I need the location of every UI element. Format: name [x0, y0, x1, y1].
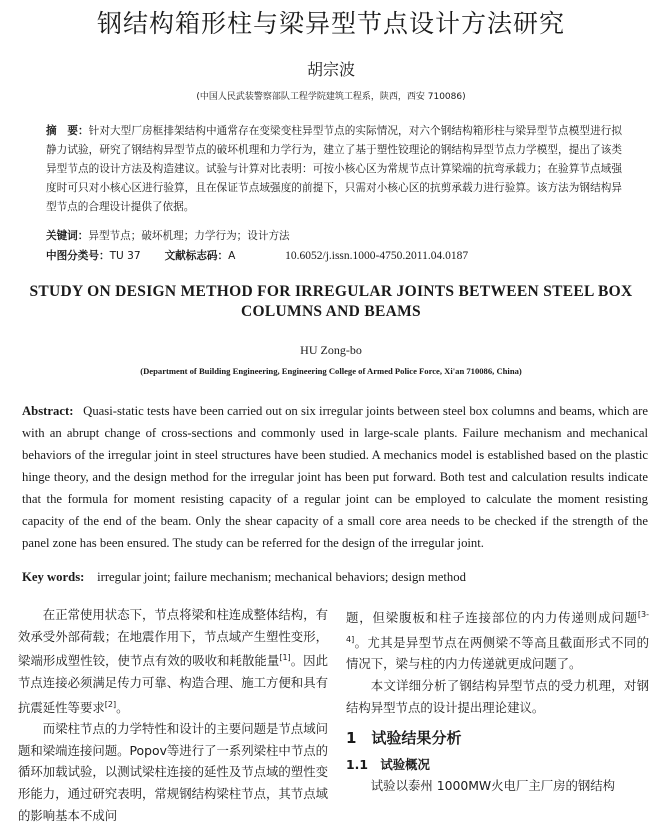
clc-value: TU 37: [109, 250, 141, 262]
abstract-en: [22, 400, 648, 554]
doc-code-label: 文献标志码：: [164, 250, 229, 262]
abstract-cn-text: 针对大型厂房框排架结构中通常存在变梁变柱异型节点的实际情况，对六个钢结构箱形柱与梁异型节点模型进行拟静力试验，研究了钢结构异型节点的破坏机理和力学行为，建立了基于塑性铰理论的钢结构异型节点力学模型，提出了该类异型节点的设计方法及构造建议。试验与计算对比表明：可按小核心区为常规节点计算梁端的抗弯承载力；在验算节点域强度时可只对小核心区进行验算，且在保证节点域强度的前提下，只需对小核心区的抗剪承载力进行验算。该方法为钢结构异型节点的合理设计提供了依据。: [46, 125, 622, 213]
author-en: HU Zong-bo: [300, 343, 362, 357]
author-cn: 胡宗波: [306, 60, 355, 79]
affiliation-cn: (中国人民武装警察部队工程学院建筑工程系，陕西，西安 710086): [196, 92, 466, 102]
abstract-cn: [46, 122, 622, 217]
abstract-en-label: Abstract:: [22, 404, 74, 418]
body-text: 在正常使用状态下，节点将梁和柱连成整体结构，有效承受外部荷载；在地震作用下，节点域产生塑性变形，梁端形成塑性铰，使节点有效的吸收和耗散能量: [18, 607, 328, 669]
body-text: 。因此节点连接必须满足传力可靠、构造合理、施工方便和具有抗震延性等要求: [18, 653, 329, 715]
citation-ref: [3-4]: [346, 610, 649, 644]
paper-title-cn: 钢结构箱形柱与梁异型节点设计方法研究: [96, 9, 565, 38]
body-text: 题，但梁腹板和柱子连接部位的内力传递则成问题: [346, 610, 638, 626]
affiliation-en: (Department of Building Engineering, Engineering College of Armed Police Force, Xi'an 710086, China): [140, 366, 522, 376]
body-paragraph: 本文详细分析了钢结构异型节点的受力机理，对钢结构异型节点的设计提出理论建议。: [346, 678, 649, 715]
body-paragraph: [18, 604, 328, 718]
doc-code-value: A: [228, 250, 236, 262]
abstract-en-text: Quasi-static tests have been carried out on six irregular joints between steel box columns and beams, which are with an abrupt change of cross-sections and commonly used in large-scale plants. Failure mechanism and mechanical behaviors of the irregular joint in steel structures have been studied. A mechanics model is established based on the plastic hinge theory, and the design method for the irregular joint has been put forward. Both test and calculation results indicate that the formula for moment resisting capacity of a regular joint can be employed to calculate the moment resisting capacity of the end of the beam. Only the shear capacity of a small core area needs to be checked if the strength of the panel zone has been ensured. The study can be referred for the design of the irregular joint.: [22, 404, 649, 550]
body-right-column: [346, 604, 649, 797]
keywords-cn: [46, 228, 622, 243]
keywords-en-label: Key words:: [22, 570, 85, 584]
body-paragraph: 试验以泰州 1000MW火电厂主厂房的钢结构: [370, 778, 616, 794]
keywords-cn-label: 关键词：: [46, 230, 89, 242]
body-paragraph: [346, 604, 649, 675]
citation-ref: [1]: [279, 653, 291, 663]
body-text: 。尤其是异型节点在两侧梁不等高且截面形式不同的情况下，梁与柱的内力传递就更成问题了。: [346, 634, 649, 672]
subsection-heading: 1.1 试验概况: [346, 756, 430, 772]
paper-title-en: STUDY ON DESIGN METHOD FOR IRREGULAR JOINTS BETWEEN STEEL BOX COLUMNS AND BEAMS: [29, 283, 633, 320]
keywords-en: [22, 570, 648, 585]
keywords-cn-text: 异型节点；破坏机理；力学行为；设计方法: [88, 230, 290, 242]
classification-cn: [46, 248, 622, 263]
body-paragraph: 而梁柱节点的力学特性和设计的主要问题是节点域问题和梁端连接问题。Popov等进行了一系列梁柱中节点的循环加载试验，以测试梁柱连接的延性及节点域的塑性变形能力，通过研究表明，常规钢结构梁柱节点，其节点域的影响基本不成问: [18, 721, 328, 823]
doi: 10.6052/j.issn.1000-4750.2011.04.0187: [285, 250, 469, 262]
section-heading: 1 试验结果分析: [346, 729, 462, 748]
keywords-en-text: irregular joint; failure mechanism; mechanical behaviors; design method: [97, 570, 466, 584]
body-left-column: [18, 604, 328, 826]
clc-label: 中图分类号：: [46, 250, 110, 262]
body-text: 。: [116, 699, 129, 715]
citation-ref: [2]: [104, 699, 117, 709]
abstract-cn-label: 摘 要：: [46, 125, 89, 137]
